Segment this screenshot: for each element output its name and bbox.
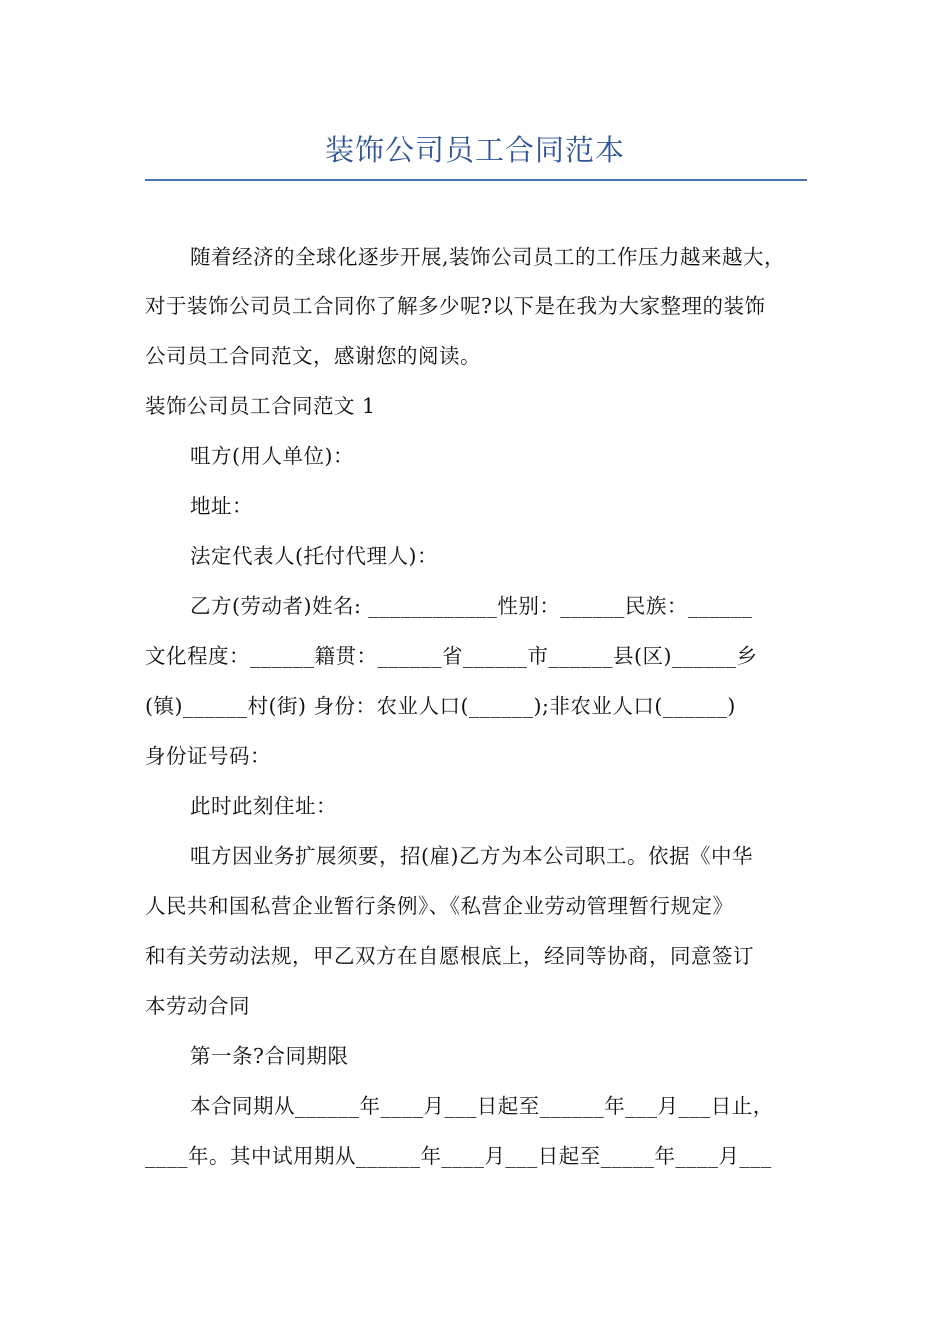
paragraph-line: 咀方因业务扩展须要，招(雇)乙方为本公司职工。依据《中华 bbox=[190, 844, 753, 868]
paragraph-line: 本合同期从______年____月___日起至______年___月___日止， bbox=[190, 1094, 774, 1118]
article-heading: 第一条?合同期限 bbox=[190, 1044, 349, 1068]
form-line: 乙方(劳动者)姓名: ____________性别：______民族：______ bbox=[190, 594, 753, 618]
form-line: 身份证号码： bbox=[145, 744, 271, 768]
form-line: (镇)______村(街) 身份：农业人口(______);非农业人口(______) bbox=[145, 694, 736, 718]
title-underline bbox=[145, 179, 807, 181]
paragraph-line: ____年。其中试用期从______年____月___日起至_____年____月___ bbox=[145, 1144, 772, 1168]
paragraph-line: 随着经济的全球化逐步开展,装饰公司员工的工作压力越来越大， bbox=[190, 245, 786, 269]
paragraph-line: 对于装饰公司员工合同你了解多少呢?以下是在我为大家整理的装饰 bbox=[145, 294, 766, 318]
paragraph-line: 公司员工合同范文，感谢您的阅读。 bbox=[145, 344, 481, 368]
paragraph-line: 法定代表人(托付代理人)： bbox=[190, 544, 438, 568]
paragraph-line: 本劳动合同 bbox=[145, 994, 250, 1018]
form-line: 此时此刻住址： bbox=[190, 794, 337, 818]
paragraph-line: 咀方(用人单位)： bbox=[190, 444, 354, 468]
paragraph-line: 和有关劳动法规，甲乙双方在自愿根底上，经同等协商，同意签订 bbox=[145, 944, 754, 968]
document-title: 装饰公司员工合同范本 bbox=[324, 133, 625, 167]
paragraph-line: 地址： bbox=[190, 494, 253, 518]
paragraph-line: 人民共和国私营企业暂行条例》、《私营企业劳动管理暂行规定》 bbox=[145, 894, 734, 918]
form-line: 文化程度：______籍贯：______省______市______县(区)______乡 bbox=[145, 644, 758, 668]
section-heading: 装饰公司员工合同范文 1 bbox=[145, 394, 376, 418]
